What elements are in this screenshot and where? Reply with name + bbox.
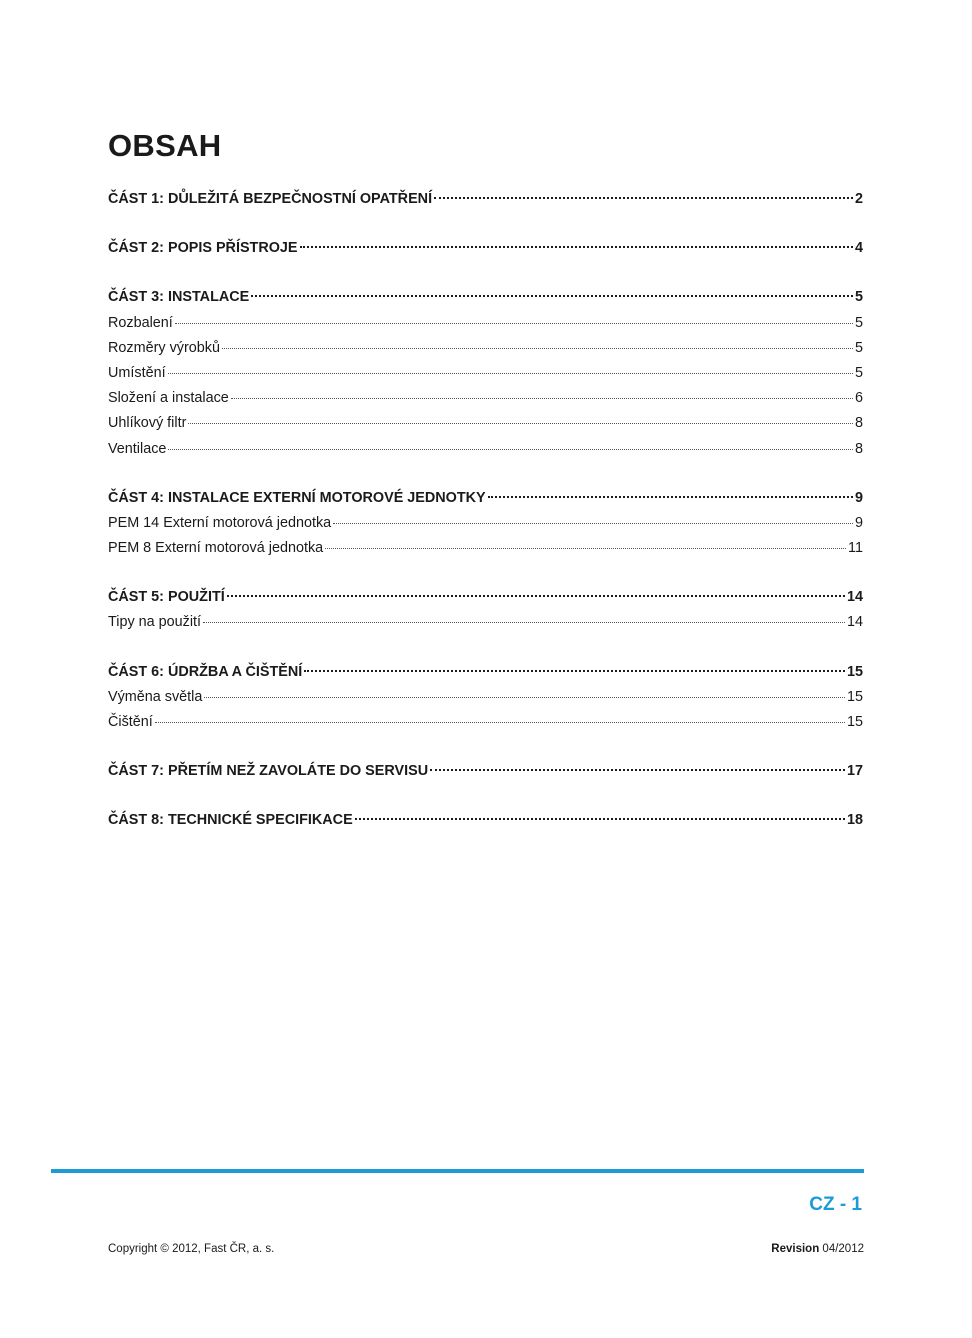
toc-heading[interactable] (108, 585, 863, 610)
toc-entry-label: Výměna světla (108, 688, 203, 705)
toc-heading[interactable] (108, 486, 863, 511)
toc-heading-page: 9 (854, 489, 863, 506)
toc-entry-page: 8 (854, 415, 863, 432)
toc-entry[interactable] (108, 511, 863, 536)
revision-value: 04/2012 (822, 1243, 864, 1255)
page-title: OBSAH (108, 128, 222, 163)
toc-heading-page: 18 (846, 812, 863, 829)
toc-heading-page: 4 (854, 240, 863, 257)
dot-leader (175, 321, 853, 324)
toc-entry[interactable] (108, 386, 863, 411)
toc-entry[interactable] (108, 536, 863, 561)
dot-leader (488, 494, 853, 498)
dot-leader (188, 421, 853, 424)
dot-leader (231, 396, 853, 399)
toc-section (108, 759, 863, 784)
toc-heading[interactable] (108, 236, 863, 261)
dot-leader (168, 447, 853, 450)
toc-heading-page: 15 (846, 663, 863, 680)
copyright-text: Copyright © 2012, Fast ČR, a. s. (108, 1243, 275, 1255)
toc-heading-label: ČÁST 5: POUŽITÍ (108, 589, 225, 606)
toc-heading-label: ČÁST 4: INSTALACE EXTERNÍ MOTOROVÉ JEDNOTKY (108, 489, 486, 506)
dot-leader (204, 695, 845, 698)
toc-entry-page: 5 (854, 339, 863, 356)
toc-entry[interactable] (108, 411, 863, 436)
toc-heading[interactable] (108, 285, 863, 310)
toc-entry-page: 5 (854, 314, 863, 331)
dot-leader (333, 521, 853, 524)
toc-entry-label: Ventilace (108, 440, 167, 457)
toc-entry[interactable] (108, 336, 863, 361)
toc-entry-label: Čištění (108, 714, 153, 730)
toc-heading-label: ČÁST 3: INSTALACE (108, 289, 250, 306)
toc-heading-page: 17 (846, 763, 863, 780)
dot-leader (430, 767, 845, 771)
revision-label: Revision (771, 1243, 820, 1255)
toc-heading[interactable] (108, 759, 863, 784)
toc-heading[interactable] (108, 660, 863, 685)
toc-section (108, 808, 863, 833)
toc-entry-label: Složení a instalace (108, 390, 229, 407)
toc-section (108, 236, 863, 261)
toc-heading-label: ČÁST 1: DŮLEŽITÁ BEZPEČNOSTNÍ OPATŘENÍ (108, 191, 433, 207)
toc-heading-label: ČÁST 8: TECHNICKÉ SPECIFIKACE (108, 812, 353, 829)
toc-entry-label: PEM 8 Externí motorová jednotka (108, 540, 324, 557)
toc-entry-label: Uhlíkový filtr (108, 415, 187, 432)
toc-section (108, 660, 863, 736)
toc-entry[interactable] (108, 685, 863, 710)
toc-entry-page: 5 (854, 364, 863, 381)
dot-leader (203, 620, 845, 623)
revision-info (771, 1243, 864, 1255)
toc-entry-page: 15 (846, 688, 863, 705)
toc-entry[interactable] (108, 610, 863, 635)
toc-entry-label: Rozměry výrobků (108, 339, 220, 356)
toc-heading-label: ČÁST 6: ÚDRŽBA A ČIŠTĚNÍ (108, 663, 303, 680)
page-number: CZ - 1 (809, 1194, 862, 1215)
toc-section (108, 187, 863, 212)
dot-leader (168, 371, 853, 374)
toc-entry-page: 8 (854, 440, 863, 457)
dot-leader (251, 293, 853, 297)
toc-heading-label: ČÁST 7: PŘETÍM NEŽ ZAVOLÁTE DO SERVISU (108, 763, 429, 780)
toc-entry-label: Rozbalení (108, 314, 173, 331)
toc-entry-page: 11 (848, 540, 863, 557)
dot-leader (355, 816, 845, 820)
toc-entry[interactable] (108, 710, 863, 735)
toc-heading-page: 2 (854, 191, 863, 207)
toc-heading-label: ČÁST 2: POPIS PŘÍSTROJE (108, 240, 298, 257)
table-of-contents (108, 187, 863, 858)
toc-section (108, 285, 863, 461)
dot-leader (155, 720, 845, 723)
toc-heading-page: 14 (846, 589, 863, 606)
toc-entry-label: Umístění (108, 364, 166, 381)
toc-entry[interactable] (108, 311, 863, 336)
toc-entry-label: Tipy na použití (108, 614, 202, 631)
toc-entry-page: 9 (854, 514, 863, 531)
dot-leader (227, 593, 845, 597)
toc-entry-page: 6 (854, 390, 863, 407)
dot-leader (434, 195, 853, 199)
toc-entry-label: PEM 14 Externí motorová jednotka (108, 514, 332, 531)
footer-rule (51, 1169, 864, 1173)
dot-leader (222, 346, 853, 349)
toc-entry-page: 14 (846, 614, 863, 631)
toc-heading-page: 5 (854, 289, 863, 306)
dot-leader (300, 244, 853, 248)
toc-section (108, 486, 863, 562)
dot-leader (325, 546, 846, 549)
toc-heading[interactable] (108, 187, 863, 212)
toc-section (108, 585, 863, 635)
toc-heading[interactable] (108, 808, 863, 833)
toc-entry-page: 15 (846, 714, 863, 730)
toc-entry[interactable] (108, 437, 863, 462)
toc-entry[interactable] (108, 361, 863, 386)
dot-leader (304, 668, 845, 672)
